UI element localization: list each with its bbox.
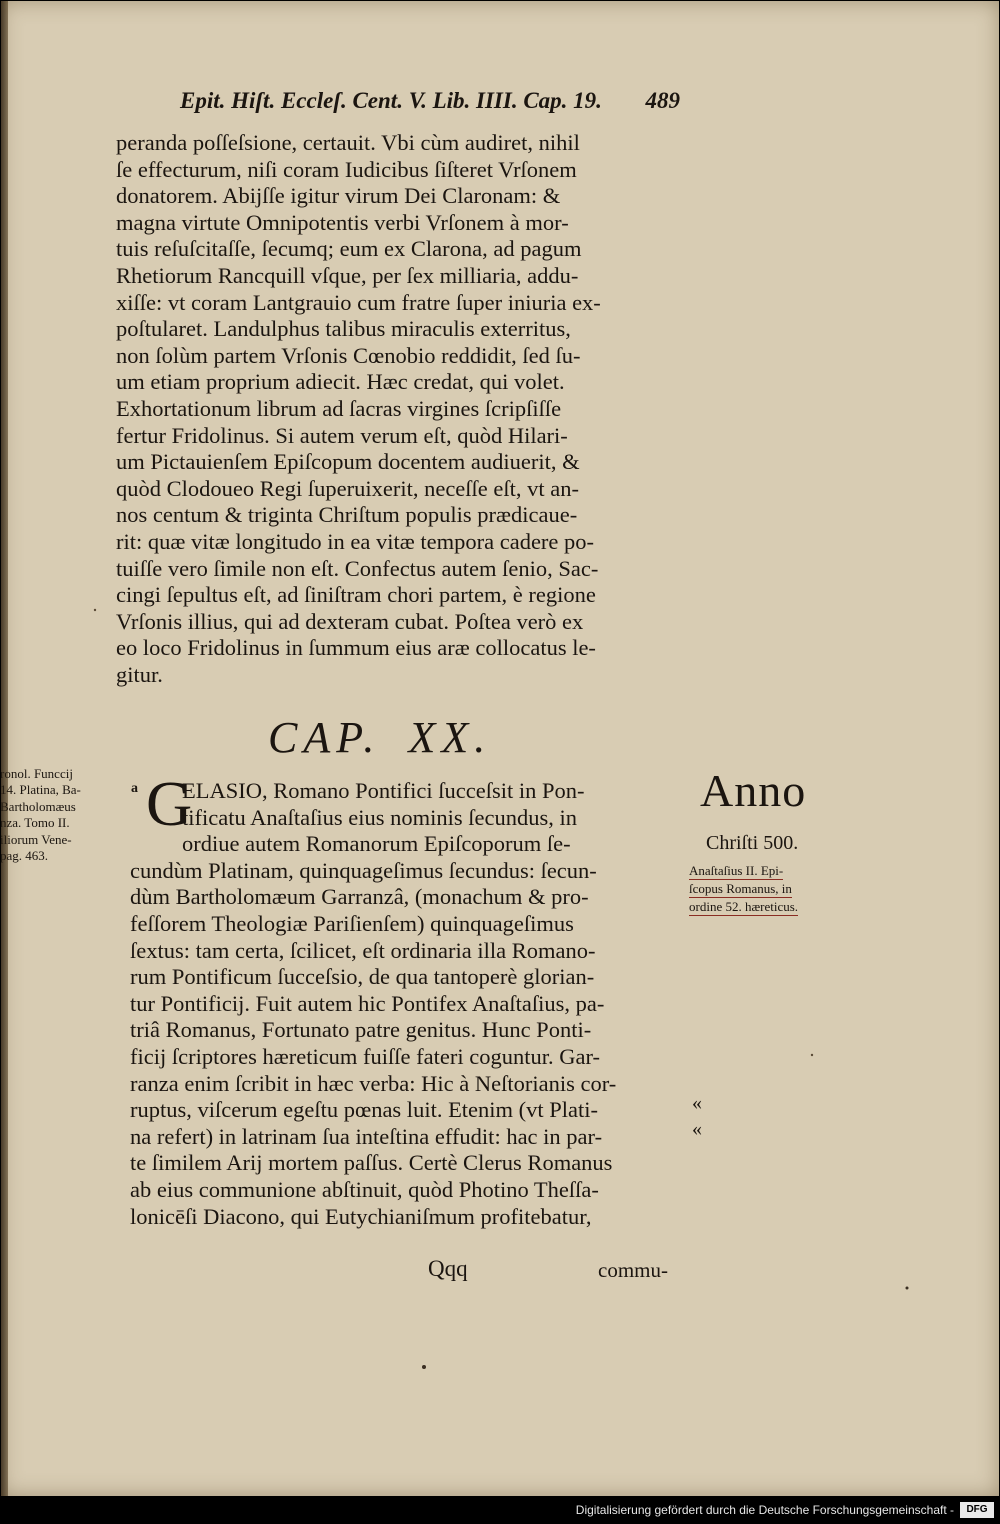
text-line: xiſſe: vt coram Lantgrauio cum fratre ſuper iniuria ex- [116, 289, 601, 315]
text-line: Vrſonis illius, qui ad dexteram cubat. Poſtea verò ex [116, 608, 584, 634]
text-line: rit: quæ vitæ longitudo in ea vitæ tempora cadere po- [116, 528, 595, 554]
text-line: nos centum & triginta Chriſtum populis prædicaue- [116, 502, 578, 528]
text-line: eo loco Fridolinus in ſummum eius aræ collocatus le- [116, 635, 596, 661]
chapter-number: XX. [408, 713, 492, 762]
text-line: magna virtute Omnipotentis verbi Vrſonem à mor- [116, 209, 569, 235]
margin-note-line: pag. 463. [0, 848, 49, 864]
text-line: peranda poſſeſsione, certauit. Vbi cùm audiret, nihil [116, 130, 580, 155]
text-line: gitur. [116, 661, 163, 687]
margin-note-line: ronol. Funccij [0, 766, 73, 781]
text-line: tur Pontificij. Fuit autem hic Pontifex Anaſtaſius, pa- [130, 990, 605, 1016]
text-line: ordiue autem Romanorum Epiſcoporum ſe- [182, 831, 571, 857]
chapter-label: CAP. [268, 713, 381, 762]
anno-heading: Anno [700, 765, 807, 816]
footer-bar [0, 1497, 1000, 1524]
signature-mark: Qqq [428, 1256, 468, 1281]
margin-note-line: nza. Tomo II. [0, 815, 70, 831]
margin-note-line: 14. Platina, Ba- [0, 782, 81, 798]
text-line: feſſorem Theologiæ Pariſienſem) quinquageſimus [130, 910, 574, 936]
text-line: triâ Romanus, Fortunato patre genitus. Hunc Ponti- [130, 1017, 592, 1043]
text-line: quòd Clodoueo Regi ſuperuixerit, neceſſe eſt, vt an- [116, 475, 579, 501]
text-line: tificatu Anaſtaſius eius nominis ſecundus, in [182, 804, 577, 830]
side-note-line: ordine 52. hæreticus. [689, 899, 799, 914]
text-line: rum Pontificum ſucceſsio, de qua tantoperè glorian- [130, 964, 595, 990]
text-line: ab eius communione abſtinuit, quòd Photino Theſſa- [130, 1176, 599, 1202]
catchword: commu- [598, 1258, 668, 1282]
text-line: Exhortationum librum ad ſacras virgines ſcripſiſſe [116, 395, 562, 421]
christi-year: Chriſti 500. [706, 832, 799, 854]
text-line: cundùm Platinam, quinquageſimus ſecundus: ſecun- [130, 857, 597, 883]
text-line: donatorem. Abijſſe igitur virum Dei Claronam: & [116, 183, 561, 209]
text-line: um etiam proprium adiecit. Hæc credat, qui volet. [116, 369, 565, 395]
drop-cap: G [146, 768, 193, 839]
text-line: dùm Bartholomæum Garranzâ, (monachum & pro- [130, 884, 589, 910]
text-line: poſtularet. Landulphus talibus miraculis exterritus, [116, 316, 571, 342]
text-line: te ſimilem Arij mortem paſſus. Certè Clerus Romanus [130, 1150, 613, 1176]
side-note-line: Anaſtaſius II. Epi- [689, 863, 784, 878]
text-line: ELASIO, Romano Pontifici ſucceſsit in Pon- [182, 778, 585, 803]
margin-note-line: iliorum Vene- [0, 831, 72, 847]
text-line: non ſolùm partem Vrſonis Cœnobio reddidit, ſed ſu- [116, 342, 581, 368]
text-line: ranza enim ſcribit in hæc verba: Hic à Neſtorianis cor- [130, 1070, 617, 1096]
text-line: ſextus: tam certa, ſcilicet, eſt ordinaria illa Romano- [130, 937, 596, 963]
page-number: 489 [645, 88, 680, 113]
text-line: tuis reſuſcitaſſe, ſecumq; eum ex Clarona, ad pagum [116, 236, 582, 262]
text-line: lonicēſi Diacono, qui Eutychianiſmum profitebatur, [130, 1203, 592, 1229]
side-note-line: ſcopus Romanus, in [689, 881, 792, 896]
funding-credit: Digitalisierung gefördert durch die Deutsche Forschungsgemeinschaft - [575, 1503, 954, 1517]
text-line: cingi ſepultus eſt, ad ſiniſtram chori partem, è regione [116, 582, 596, 608]
dfg-logo: DFG [960, 1502, 994, 1518]
text-line: um Pictauienſem Epiſcopum docentem audiuerit, & [116, 449, 580, 475]
text-line: ficij ſcriptores hæreticum fuiſſe fateri coguntur. Gar- [130, 1043, 601, 1069]
footnote-marker: a [131, 781, 138, 796]
text-line: Rhetiorum Rancquill vſque, per ſex milliaria, addu- [116, 262, 579, 288]
margin-note-line: Bartholomæus [0, 798, 76, 814]
text-line: fertur Fridolinus. Si autem verum eſt, quòd Hilari- [116, 422, 568, 448]
quote-mark: « [692, 1092, 702, 1114]
text-line: tuiſſe vero ſimile non eſt. Confectus autem ſenio, Sac- [116, 555, 599, 581]
text-line: ſe effecturum, niſi coram Iudicibus ſiſteret Vrſonem [116, 156, 577, 182]
quote-mark: « [692, 1118, 702, 1140]
text-line: ruptus, viſcerum egeſtu pœnas luit. Etenim (vt Plati- [130, 1097, 599, 1123]
running-title: Epit. Hiſt. Eccleſ. Cent. V. Lib. IIII. Cap. 19. [180, 88, 602, 113]
text-line: na refert) in latrinam ſua inteſtina effudit: hac in par- [130, 1123, 603, 1149]
